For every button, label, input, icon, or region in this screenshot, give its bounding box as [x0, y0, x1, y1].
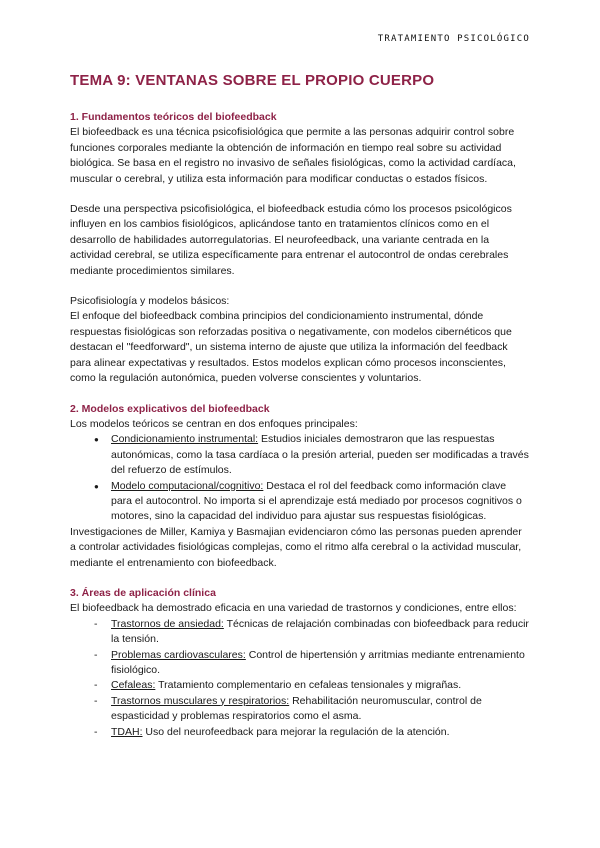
list-item-text: [111, 432, 530, 478]
dash-icon: -: [94, 694, 98, 707]
list-item: [70, 432, 530, 478]
list-item-text: [111, 617, 530, 648]
section-1-heading: 1. Fundamentos teóricos del biofeedback: [70, 111, 277, 123]
list-item: [70, 694, 530, 725]
list-item-body: Técnicas de relajación combinadas con biofeedback para reducir la tensión.: [111, 617, 529, 646]
list-item-text: [111, 678, 530, 693]
list-item-text: [111, 725, 530, 740]
list-item: [70, 648, 530, 679]
list-item-term: TDAH:: [111, 725, 143, 738]
dash-icon: -: [94, 617, 98, 630]
paragraph: Investigaciones de Miller, Kamiya y Basmajian evidenciaron cómo las personas pueden aprender a controlar actividades fisiológicas complejas, como el ritmo alfa cerebral o la actividad muscular, mediante el entrenamiento con biofeedback.: [70, 525, 522, 569]
list-item-text: [111, 479, 530, 525]
list-item-term: Trastornos musculares y respiratorios:: [111, 694, 290, 707]
list-item: [70, 725, 530, 740]
bullet-icon: ●: [94, 481, 99, 491]
bullet-icon: ●: [94, 435, 99, 445]
list-item-text: [111, 648, 530, 679]
header-course-title: TRATAMIENTO PSICOLÓGICO: [377, 34, 530, 44]
dash-icon: -: [94, 648, 98, 661]
list-item-body: Uso del neurofeedback para mejorar la regulación de la atención.: [142, 725, 450, 738]
list-item-term: Trastornos de ansiedad:: [111, 617, 224, 630]
list-item: [70, 678, 530, 693]
bullet-list: [70, 432, 530, 524]
page-title: TEMA 9: VENTANAS SOBRE EL PROPIO CUERPO: [70, 72, 435, 89]
list-item-text: [111, 694, 530, 725]
paragraph: Los modelos teóricos se centran en dos enfoques principales:: [70, 417, 358, 430]
paragraph: Desde una perspectiva psicofisiológica, el biofeedback estudia cómo los procesos psicológicos influyen en los cambios fisiológicos, aplicándose tanto en tratamientos clínicos como en el desarrollo de habilidades autorregulatorias. El neurofeedback, una variante centrada en la actividad cerebral, se utiliza específicamente para entrenar el autocontrol de ondas cerebrales mediante procedimientos similares.: [70, 203, 512, 277]
section-modelos-explicativos: [70, 402, 530, 571]
dash-icon: -: [94, 679, 98, 692]
subsection-heading: Psicofisiología y modelos básicos:: [70, 295, 230, 308]
section-3-heading: 3. Áreas de aplicación clínica: [70, 586, 216, 599]
dash-icon: -: [94, 725, 98, 738]
section-areas-aplicacion: [70, 586, 530, 740]
paragraph: El biofeedback es una técnica psicofisiológica que permite a las personas adquirir control sobre funciones corporales mediante la obtención de información en tiempo real sobre su actividad biológica. Se basa en el registro no invasivo de señales fisiológicas, como la actividad cardíaca, muscular o cerebral, y utiliza esta información para modificar conductas o estados físicos.: [70, 126, 516, 185]
list-item-term: Condicionamiento instrumental:: [111, 433, 259, 446]
list-item-term: Problemas cardiovasculares:: [111, 648, 246, 661]
list-item-body: Destaca el rol del feedback como información clave para el autocontrol. No importa si el aprendizaje está mediado por procesos cognitivos o motores, sino la capacidad del individuo para ajustar sus respuestas fisiológicas.: [111, 479, 522, 523]
dash-list: [70, 617, 530, 740]
list-item-body: Rehabilitación neuromuscular, control de espasticidad y problemas respiratorios como el asma.: [111, 694, 482, 723]
list-item-body: Control de hipertensión y arritmias mediante entrenamiento fisiológico.: [111, 648, 525, 676]
section-fundamentos-teoricos: [70, 110, 530, 387]
list-item-body: Tratamiento complementario en cefaleas tensionales y migrañas.: [155, 679, 462, 692]
list-item-term: Modelo computacional/cognitivo:: [111, 479, 264, 492]
list-item-term: Cefaleas:: [111, 679, 156, 692]
list-item-body: Estudios iniciales demostraron que las respuestas autonómicas, como la tasa cardíaca o la presión arterial, pueden ser modificadas a través del refuerzo de estímulos.: [111, 433, 529, 477]
section-2-heading: 2. Modelos explicativos del biofeedback: [70, 402, 270, 415]
list-item: [70, 479, 530, 525]
paragraph: El biofeedback ha demostrado eficacia en una variedad de trastornos y condiciones, entre ellos:: [70, 602, 517, 615]
page-header: [70, 34, 530, 44]
list-item: [70, 617, 530, 648]
paragraph: El enfoque del biofeedback combina principios del condicionamiento instrumental, dónde respuestas fisiológicas son reforzadas positiva o negativamente, con modelos cibernéticos que destacan el "feedforward", un sistema interno de ajuste que utiliza la información del feedback para alinear expectativas y resultados. Estos modelos explican cómo procesos inconscientes, como la regulación autonómica, pueden volverse conscientes y voluntarios.: [70, 310, 512, 385]
